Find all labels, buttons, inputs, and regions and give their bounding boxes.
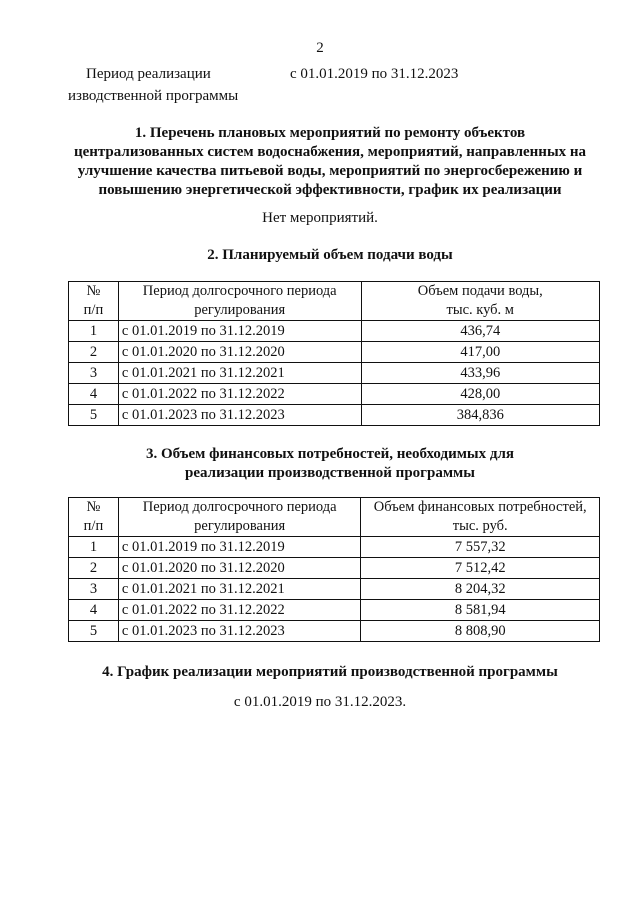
row-num: 3: [69, 363, 119, 384]
row-value: 8 581,94: [361, 600, 600, 621]
header-period-line1: Период долгосрочного периода: [142, 499, 337, 515]
header-num-line1: №: [86, 499, 101, 515]
page-number: 2: [316, 40, 324, 56]
header-period-line2: регулирования: [194, 302, 286, 318]
section1-title-line: 1. Перечень плановых мероприятий по ремонту объектов: [134, 125, 526, 141]
period-value: с 01.01.2019 по 31.12.2023: [290, 66, 459, 82]
table-row: [69, 558, 600, 579]
row-period: с 01.01.2019 по 31.12.2019: [118, 537, 361, 558]
row-period: с 01.01.2022 по 31.12.2022: [118, 384, 361, 405]
row-value: 384,836: [361, 405, 600, 426]
header-period: [118, 498, 361, 537]
table-header-row: [69, 498, 600, 537]
header-value-line1: Объем финансовых потребностей,: [373, 499, 587, 515]
water-supply-table: [68, 281, 600, 426]
row-value: 436,74: [361, 321, 600, 342]
section1-note: Нет мероприятий.: [262, 210, 378, 226]
row-period: с 01.01.2021 по 31.12.2021: [118, 363, 361, 384]
header-period-line1: Период долгосрочного периода: [142, 283, 337, 299]
table-row: [69, 321, 600, 342]
period-label-line2: изводственной программы: [68, 88, 239, 104]
row-value: 428,00: [361, 384, 600, 405]
row-value: 8 808,90: [361, 621, 600, 642]
row-value: 7 512,42: [361, 558, 600, 579]
row-num: 3: [69, 579, 119, 600]
table-row: [69, 579, 600, 600]
header-value-line2: тыс. руб.: [452, 518, 508, 534]
section4-period: с 01.01.2019 по 31.12.2023.: [233, 694, 407, 710]
table-row: [69, 384, 600, 405]
row-period: с 01.01.2020 по 31.12.2020: [118, 558, 361, 579]
section3-title-line: 3. Объем финансовых потребностей, необходимых для: [145, 446, 515, 462]
row-period: с 01.01.2020 по 31.12.2020: [118, 342, 361, 363]
header-num: [69, 282, 119, 321]
financial-needs-table: [68, 497, 600, 642]
section4-title: 4. График реализации мероприятий производственной программы: [102, 664, 558, 680]
row-period: с 01.01.2023 по 31.12.2023: [118, 405, 361, 426]
header-value-line1: Объем подачи воды,: [417, 283, 543, 299]
row-num: 1: [69, 537, 119, 558]
section1-title-line: повышению энергетической эффективности, график их реализации: [98, 182, 562, 198]
header-num: [69, 498, 119, 537]
table-row: [69, 600, 600, 621]
period-label-line1: Период реализации: [86, 66, 211, 82]
row-period: с 01.01.2023 по 31.12.2023: [118, 621, 361, 642]
row-period: с 01.01.2022 по 31.12.2022: [118, 600, 361, 621]
section1-title-line: централизованных систем водоснабжения, мероприятий, направленных на: [73, 144, 587, 160]
header-value: [361, 282, 600, 321]
row-num: 2: [69, 342, 119, 363]
header-num-line1: №: [86, 283, 101, 299]
row-num: 2: [69, 558, 119, 579]
row-value: 417,00: [361, 342, 600, 363]
row-num: 5: [69, 405, 119, 426]
section1-title: [40, 124, 620, 200]
table-row: [69, 405, 600, 426]
header-value: [361, 498, 600, 537]
section2-title: 2. Планируемый объем подачи воды: [207, 247, 453, 263]
table-row: [69, 621, 600, 642]
section1-title-line: улучшение качества питьевой воды, мероприятий по энергосбережению и: [77, 163, 583, 179]
table-row: [69, 342, 600, 363]
row-period: с 01.01.2019 по 31.12.2019: [118, 321, 361, 342]
row-num: 4: [69, 600, 119, 621]
header-num-line2: п/п: [83, 302, 104, 318]
header-num-line2: п/п: [83, 518, 104, 534]
row-num: 5: [69, 621, 119, 642]
table-header-row: [69, 282, 600, 321]
row-num: 1: [69, 321, 119, 342]
table-row: [69, 537, 600, 558]
header-period-line2: регулирования: [194, 518, 286, 534]
row-value: 433,96: [361, 363, 600, 384]
row-num: 4: [69, 384, 119, 405]
row-value: 8 204,32: [361, 579, 600, 600]
section3-title: [40, 445, 620, 483]
header-value-line2: тыс. куб. м: [446, 302, 514, 318]
header-period: [118, 282, 361, 321]
section3-title-line: реализации производственной программы: [185, 465, 475, 481]
row-period: с 01.01.2021 по 31.12.2021: [118, 579, 361, 600]
row-value: 7 557,32: [361, 537, 600, 558]
table-row: [69, 363, 600, 384]
